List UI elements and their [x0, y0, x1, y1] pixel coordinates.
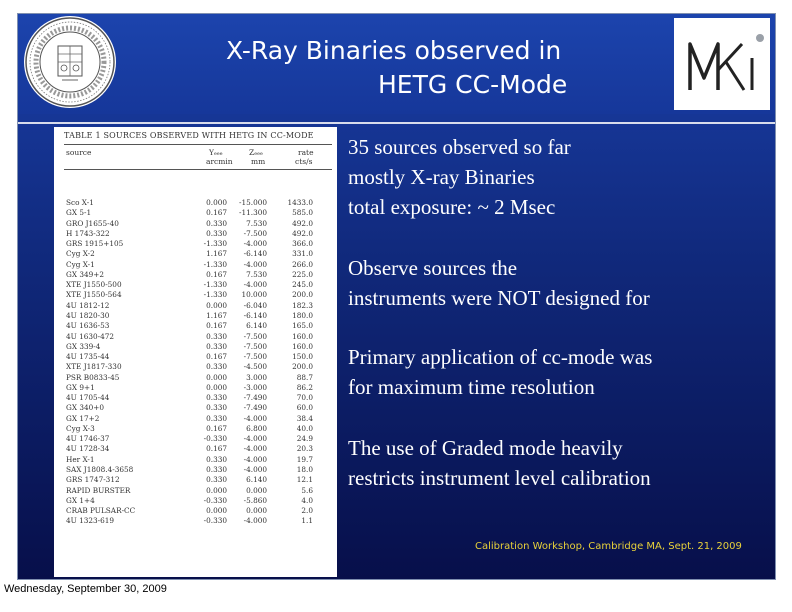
cell-source: RAPID BURSTER: [66, 485, 131, 495]
cell-rate: 366.0: [292, 239, 313, 249]
mki-logo: [674, 18, 770, 110]
cell-z: -4.000: [243, 444, 267, 454]
column-header-z: Zₑₑₑ: [249, 148, 263, 157]
cell-z: -6.140: [243, 310, 267, 320]
cell-source: 4U 1812-12: [66, 300, 110, 310]
cell-z: -4.000: [243, 454, 267, 464]
bullet-line: total exposure: ~ 2 Msec: [348, 195, 556, 219]
cell-y: 0.000: [206, 372, 227, 382]
cell-z: -11.300: [239, 208, 267, 218]
cell-source: XTE J1817-330: [66, 362, 122, 372]
cell-y: 0.330: [206, 454, 227, 464]
cell-rate: 88.7: [296, 372, 313, 382]
cell-z: -4.000: [243, 239, 267, 249]
cell-source: GRS 1747-312: [66, 475, 120, 485]
cell-rate: 60.0: [296, 403, 313, 413]
cell-z: -6.140: [243, 249, 267, 259]
cell-source: SAX J1808.4-3658: [66, 465, 134, 475]
table-row: [54, 496, 337, 505]
cell-rate: 38.4: [296, 413, 313, 423]
column-header-y: Yₑₑₑ: [209, 148, 223, 157]
cell-z: -4.000: [243, 280, 267, 290]
cell-y: 1.167: [206, 310, 227, 320]
table-row: [54, 506, 337, 515]
table-row: [54, 516, 337, 525]
cell-y: 0.167: [206, 352, 227, 362]
table-row: [54, 373, 337, 382]
table-row: [54, 444, 337, 453]
bullet-line: restricts instrument level calibration: [348, 466, 651, 490]
date-label: Wednesday, September 30, 2009: [4, 583, 167, 595]
column-header-rate-unit: cts/s: [295, 157, 313, 166]
bullet-paragraph-1: [348, 132, 571, 222]
table-header-rule: [64, 169, 332, 170]
cell-z: -4.000: [243, 413, 267, 423]
cell-y: 0.330: [206, 465, 227, 475]
cell-y: 0.000: [206, 506, 227, 516]
cell-z: -7.500: [243, 331, 267, 341]
cell-z: -4.500: [243, 362, 267, 372]
bullet-paragraph-2: [348, 253, 650, 313]
column-header-y-unit: arcmin: [206, 157, 233, 166]
cell-rate: 160.0: [292, 341, 313, 351]
title-line-1: X-Ray Binaries observed in: [226, 36, 562, 65]
table-row: [54, 475, 337, 484]
cell-source: GRS 1915+105: [66, 239, 124, 249]
cell-source: Cyg X-3: [66, 423, 95, 433]
cell-z: 10.000: [241, 290, 267, 300]
cell-source: 4U 1323-619: [66, 516, 115, 526]
cell-z: -7.500: [243, 341, 267, 351]
table-row: [54, 403, 337, 412]
cell-rate: 19.7: [296, 454, 313, 464]
cell-z: 0.000: [246, 506, 267, 516]
table-row: [54, 424, 337, 433]
table-row: [54, 229, 337, 238]
column-header-source: source: [66, 148, 92, 157]
table-row: [54, 301, 337, 310]
cell-y: -1.330: [203, 280, 227, 290]
table-row: [54, 239, 337, 248]
cell-z: -4.000: [243, 516, 267, 526]
table-row: [54, 342, 337, 351]
table-row: [54, 219, 337, 228]
cell-z: -3.000: [243, 382, 267, 392]
cell-rate: 40.0: [296, 423, 313, 433]
cell-rate: 245.0: [292, 280, 313, 290]
cell-z: 3.000: [246, 372, 267, 382]
table-row: [54, 486, 337, 495]
cell-source: 4U 1636-53: [66, 321, 110, 331]
cell-rate: 4.0: [301, 495, 313, 505]
cell-rate: 5.6: [301, 485, 313, 495]
cell-source: 4U 1728-34: [66, 444, 110, 454]
cell-source: GX 340+0: [66, 403, 105, 413]
cell-z: -5.860: [243, 495, 267, 505]
cell-source: GX 349+2: [66, 269, 105, 279]
cell-z: -4.000: [243, 465, 267, 475]
table-top-rule: [64, 144, 332, 145]
cell-rate: 200.0: [292, 362, 313, 372]
cell-z: -4.000: [243, 259, 267, 269]
bullet-line: Primary application of cc-mode was: [348, 345, 653, 369]
cell-rate: 182.3: [292, 300, 313, 310]
cell-rate: 150.0: [292, 352, 313, 362]
cell-z: 7.530: [246, 218, 267, 228]
table-row: [54, 362, 337, 371]
bullet-paragraph-4: [348, 433, 651, 493]
workshop-footer: Calibration Workshop, Cambridge MA, Sept. 21, 2009: [475, 541, 742, 552]
cell-z: -7.500: [243, 228, 267, 238]
table-row: [54, 393, 337, 402]
table-row: [54, 414, 337, 423]
slide: [17, 13, 776, 580]
cell-y: -0.330: [203, 434, 227, 444]
cell-source: Cyg X-2: [66, 249, 95, 259]
table-row: [54, 260, 337, 269]
table-row: [54, 352, 337, 361]
cell-rate: 18.0: [296, 465, 313, 475]
cell-source: PSR B0833-45: [66, 372, 120, 382]
table-row: [54, 434, 337, 443]
cell-y: 0.330: [206, 341, 227, 351]
bullet-line: The use of Graded mode heavily: [348, 436, 623, 460]
cell-z: -7.500: [243, 352, 267, 362]
cell-y: 0.167: [206, 423, 227, 433]
table-row: [54, 465, 337, 474]
table-row: [54, 249, 337, 258]
cell-y: 0.000: [206, 198, 227, 207]
cell-rate: 160.0: [292, 331, 313, 341]
cell-source: GRO J1655-40: [66, 218, 119, 228]
cell-source: GX 1+4: [66, 495, 95, 505]
bullet-line: instruments were NOT designed for: [348, 286, 650, 310]
table-row: [54, 280, 337, 289]
cell-source: Cyg X-1: [66, 259, 95, 269]
cell-source: 4U 1746-37: [66, 434, 110, 444]
cell-rate: 1.1: [301, 516, 313, 526]
bullet-line: 35 sources observed so far: [348, 135, 571, 159]
cell-rate: 180.0: [292, 310, 313, 320]
cell-rate: 492.0: [292, 228, 313, 238]
cell-y: 0.330: [206, 331, 227, 341]
cell-rate: 225.0: [292, 269, 313, 279]
cell-rate: 12.1: [296, 475, 313, 485]
cell-y: 0.330: [206, 362, 227, 372]
cell-source: 4U 1820-30: [66, 310, 110, 320]
table-row: [54, 198, 337, 207]
cell-rate: 200.0: [292, 290, 313, 300]
cell-source: GX 5-1: [66, 208, 92, 218]
cell-z: -7.490: [243, 393, 267, 403]
cell-rate: 24.9: [296, 434, 313, 444]
cell-source: 4U 1705-44: [66, 393, 110, 403]
cell-source: H 1743-322: [66, 228, 110, 238]
cell-y: 0.330: [206, 218, 227, 228]
cell-z: 6.800: [246, 423, 267, 433]
bullet-line: for maximum time resolution: [348, 375, 595, 399]
cell-source: 4U 1630-472: [66, 331, 115, 341]
table-row: [54, 321, 337, 330]
slide-title: [128, 34, 668, 102]
cell-y: 0.330: [206, 228, 227, 238]
cell-z: -15.000: [239, 198, 267, 207]
cell-y: 0.330: [206, 403, 227, 413]
table-row: [54, 455, 337, 464]
cell-rate: 20.3: [296, 444, 313, 454]
cell-source: CRAB PULSAR-CC: [66, 506, 136, 516]
cell-z: -4.000: [243, 434, 267, 444]
cell-z: 6.140: [246, 475, 267, 485]
cell-y: 0.167: [206, 208, 227, 218]
cell-source: GX 17+2: [66, 413, 100, 423]
cell-source: Sco X-1: [66, 198, 94, 207]
cell-z: 0.000: [246, 485, 267, 495]
cell-y: -0.330: [203, 516, 227, 526]
cell-y: 0.330: [206, 393, 227, 403]
cell-y: -1.330: [203, 239, 227, 249]
cell-y: 0.330: [206, 413, 227, 423]
cell-y: 0.167: [206, 444, 227, 454]
cell-y: 0.000: [206, 382, 227, 392]
bullet-paragraph-3: [348, 342, 652, 402]
sources-table-panel: [54, 127, 337, 577]
column-header-z-unit: mm: [251, 157, 266, 166]
cell-z: -6.040: [243, 300, 267, 310]
bullet-line: mostly X-ray Binaries: [348, 165, 535, 189]
cell-rate: 492.0: [292, 218, 313, 228]
mit-seal-logo: [24, 16, 116, 108]
table-row: [54, 290, 337, 299]
cell-rate: 1433.0: [287, 198, 313, 207]
column-header-rate: rate: [298, 148, 314, 157]
table-row: [54, 208, 337, 217]
title-line-2: HETG CC-Mode: [378, 70, 568, 99]
cell-y: -1.330: [203, 290, 227, 300]
bullet-line: Observe sources the: [348, 256, 518, 280]
cell-rate: 2.0: [301, 506, 313, 516]
cell-y: -0.330: [203, 495, 227, 505]
cell-z: -7.490: [243, 403, 267, 413]
cell-rate: 70.0: [296, 393, 313, 403]
table-row: [54, 383, 337, 392]
header-divider: [18, 122, 775, 124]
cell-source: 4U 1735-44: [66, 352, 110, 362]
cell-source: GX 9+1: [66, 382, 95, 392]
cell-source: XTE J1550-564: [66, 290, 122, 300]
cell-rate: 266.0: [292, 259, 313, 269]
cell-y: 0.167: [206, 321, 227, 331]
cell-rate: 86.2: [296, 382, 313, 392]
cell-y: 0.330: [206, 475, 227, 485]
cell-rate: 331.0: [292, 249, 313, 259]
table-row: [54, 311, 337, 320]
cell-y: 0.000: [206, 300, 227, 310]
cell-source: GX 339-4: [66, 341, 101, 351]
cell-z: 7.530: [246, 269, 267, 279]
cell-y: 0.000: [206, 485, 227, 495]
cell-source: XTE J1550-500: [66, 280, 122, 290]
table-caption: TABLE 1 SOURCES OBSERVED WITH HETG IN CC-MODE: [64, 131, 314, 140]
cell-rate: 585.0: [292, 208, 313, 218]
cell-y: 0.167: [206, 269, 227, 279]
cell-y: 1.167: [206, 249, 227, 259]
table-row: [54, 332, 337, 341]
cell-rate: 165.0: [292, 321, 313, 331]
cell-y: -1.330: [203, 259, 227, 269]
cell-source: Her X-1: [66, 454, 95, 464]
table-row: [54, 270, 337, 279]
cell-z: 6.140: [246, 321, 267, 331]
